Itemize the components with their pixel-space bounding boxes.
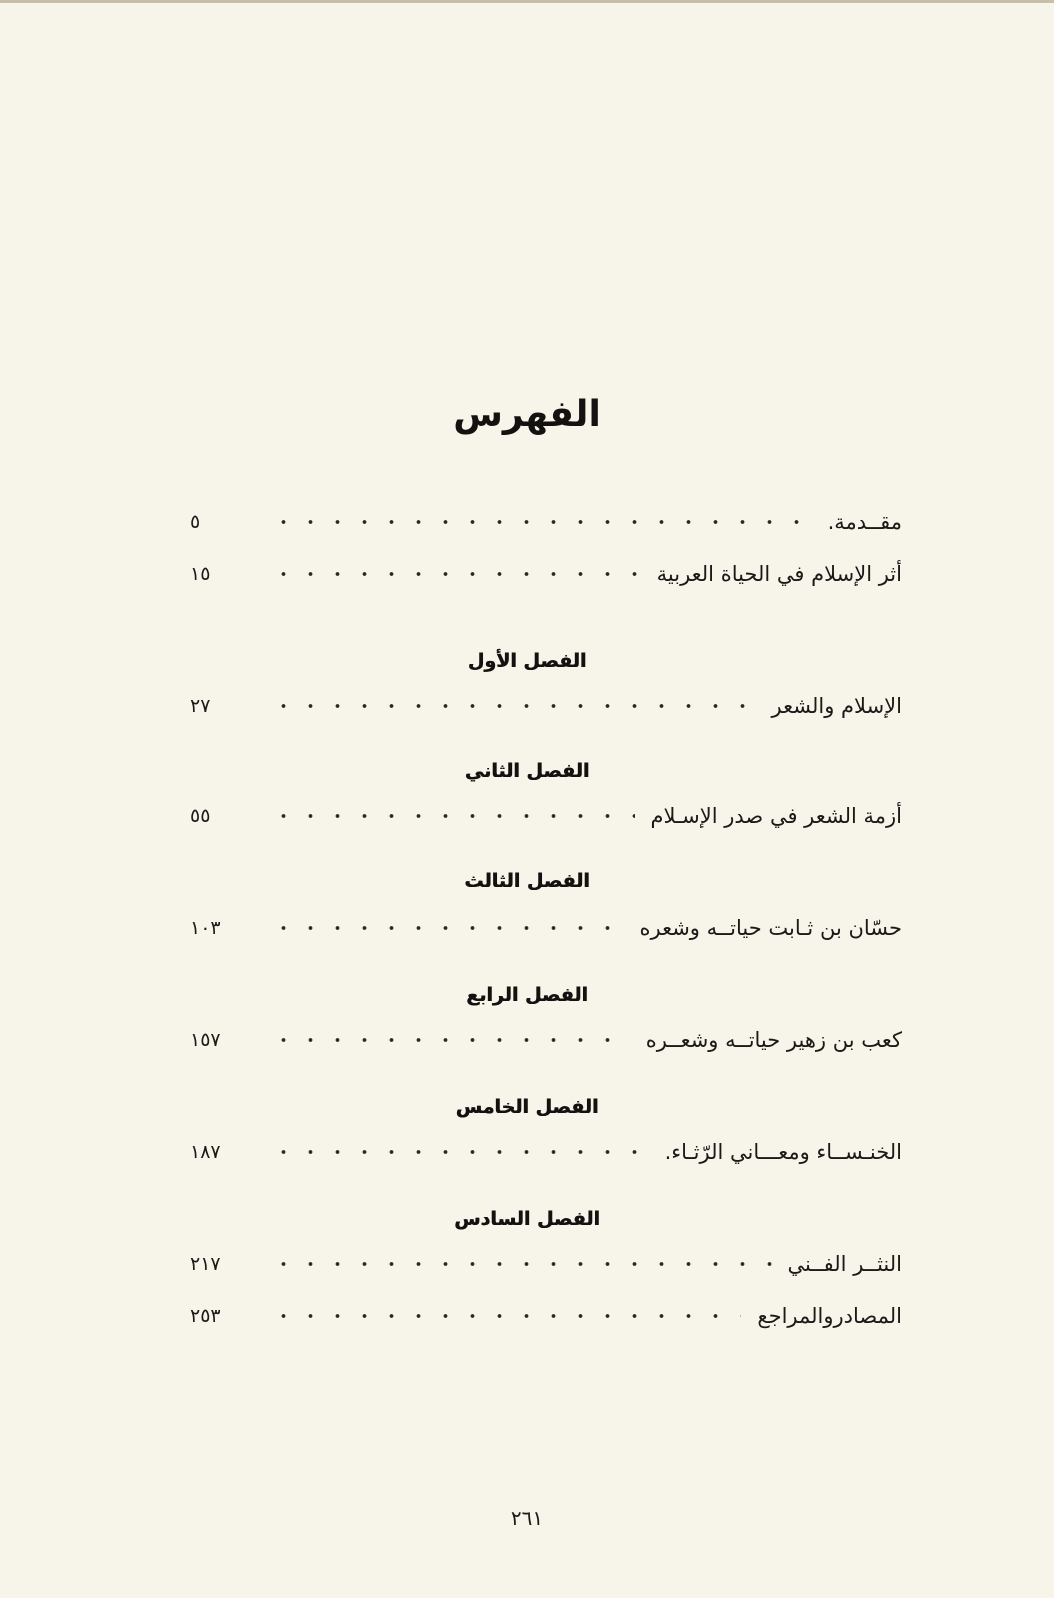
dot-leader xyxy=(270,1294,741,1338)
toc-entry-introduction xyxy=(190,500,902,544)
chapter-heading-2: الفصل الثاني xyxy=(464,760,590,782)
chapter-heading-3: الفصل الثالث xyxy=(464,870,590,892)
toc-page-number: ١٥ xyxy=(190,563,211,585)
toc-page-number: ١٠٣ xyxy=(190,917,221,939)
toc-page-number: ١٥٧ xyxy=(190,1029,221,1051)
toc-page-number: ٥٥ xyxy=(190,805,211,827)
toc-entry-hassan xyxy=(190,906,902,950)
dot-leader xyxy=(270,1242,772,1286)
dot-leader xyxy=(270,1130,649,1174)
chapter-heading-5: الفصل الخامس xyxy=(455,1096,599,1118)
toc-entry-text: حسّان بن ثـابت حياتــه وشعره xyxy=(639,916,902,940)
toc-page-number: ٢١٧ xyxy=(190,1253,221,1275)
toc-page-number: ١٨٧ xyxy=(190,1141,221,1163)
dot-leader xyxy=(270,906,623,950)
toc-entry-islam-poetry xyxy=(190,684,902,728)
toc-entry-text: كعب بن زهير حياتــه وشعــره xyxy=(645,1028,902,1052)
page-title: الفهرس xyxy=(453,394,601,435)
toc-entry-islam-impact xyxy=(190,552,902,596)
dot-leader xyxy=(270,684,756,728)
toc-page-number: ٥ xyxy=(190,511,201,533)
toc-entry-khansa xyxy=(190,1130,902,1174)
toc-entry-text: النثــر الفــني xyxy=(787,1252,902,1276)
page-edge xyxy=(0,0,1054,3)
toc-entry-references xyxy=(190,1294,902,1338)
chapter-heading-6: الفصل السادس xyxy=(454,1208,600,1230)
dot-leader xyxy=(270,500,812,544)
dot-leader xyxy=(270,552,641,596)
dot-leader xyxy=(270,1018,630,1062)
toc-page-number: ٢٧ xyxy=(190,695,211,717)
toc-entry-prose xyxy=(190,1242,902,1286)
chapter-heading-4: الفصل الرابع xyxy=(466,984,588,1006)
toc-entry-text: الإسلام والشعر xyxy=(771,694,902,718)
toc-entry-text: أزمة الشعر في صدر الإسـلام xyxy=(650,804,902,828)
toc-entry-poetry-crisis xyxy=(190,794,902,838)
toc-entry-kaab xyxy=(190,1018,902,1062)
toc-entry-text: أثر الإسلام في الحياة العربية xyxy=(656,562,902,586)
toc-entry-text: المصادروالمراجع xyxy=(757,1304,902,1328)
toc-entry-text: الخنـســاء ومعـــاني الرّثـاء. xyxy=(664,1140,902,1164)
dot-leader xyxy=(270,794,635,838)
toc-entry-text: مقــدمة. xyxy=(827,510,902,534)
toc-page-number: ٢٥٣ xyxy=(190,1305,221,1327)
page-number-footer: ٢٦١ xyxy=(510,1506,544,1530)
chapter-heading-1: الفصل الأول xyxy=(467,650,587,672)
